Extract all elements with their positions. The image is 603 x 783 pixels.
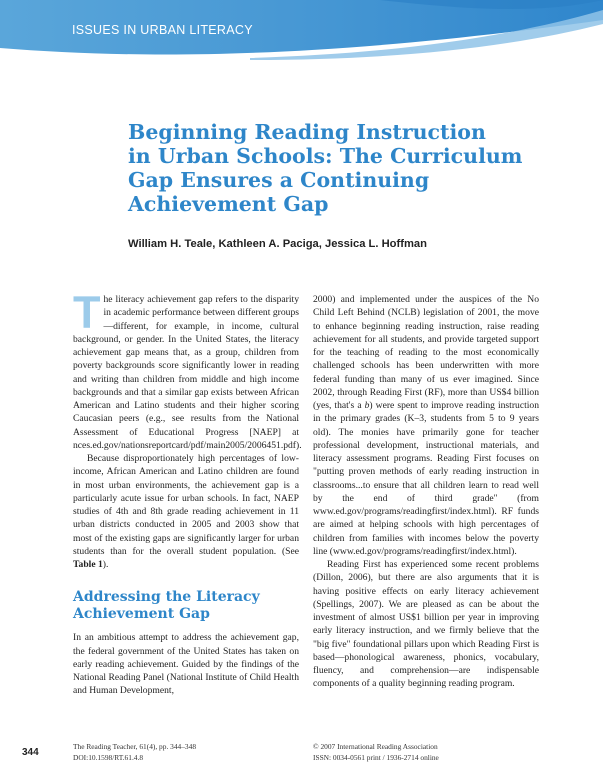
body-paragraph — [73, 452, 299, 571]
journal-citation — [73, 742, 196, 763]
header-banner — [0, 0, 603, 64]
heading-line: Addressing the Literacy — [73, 589, 260, 606]
emphasis-text: b — [364, 400, 370, 411]
article-authors: William H. Teale, Kathleen A. Paciga, Jessica L. Hoffman — [128, 238, 427, 250]
heading-line: Achievement Gap — [73, 606, 210, 623]
drop-cap: T — [73, 287, 101, 338]
intro-text: he literacy achievement gap refers to the disparity in academic performance between different groups—different, for example, in income, cultural background, or gender. In the United States, the literacy achievement gap means that, as a group, children from poverty backgrounds score significantly lower in reading and writing than children from middle and high income backgrounds and that a similar gap exists between African American and Latino students and their higher scoring Caucasian peers (e.g., see results from the National Assessment of Educational Progress [NAEP] at nces.ed.gov/nationsreportcard/pdf/main2005/2006451.pdf). — [73, 294, 302, 451]
title-line: Achievement Gap — [128, 192, 329, 216]
title-line: Beginning Reading Instruction — [128, 120, 486, 144]
left-column — [73, 287, 302, 698]
article-title — [128, 120, 548, 216]
table-reference-link[interactable]: Table 1 — [73, 559, 103, 570]
intro-paragraph — [73, 287, 302, 452]
page-number: 344 — [22, 747, 39, 758]
paragraph-text: ) were spent to improve reading instruction in the primary grades (K–3, students from 5 to 9 years old). The monies have primarily gone for teacher professional development, instructional materials, and literacy assessment programs. Reading First focuses on "putting proven methods of early reading instruction in classrooms...to ensure that all children learn to read well by the end of third grade" (from www.ed.gov/programs/readingfirst/index.html). RF funds are aimed at helping schools with high percentages of children from families with incomes below the poverty line (www.ed.gov/programs/readingfirst/index.html). — [313, 400, 539, 557]
copyright-block — [313, 742, 439, 763]
right-column — [313, 293, 539, 691]
doi-line: DOI:10.1598/RT.61.4.8 — [73, 752, 144, 762]
citation-line: The Reading Teacher, 61(4), pp. 344–348 — [73, 742, 197, 751]
paragraph-text: ). — [102, 559, 109, 570]
body-paragraph: In an ambitious attempt to address the achievement gap, the federal government of the United States has taken on early reading achievement. Guided by the findings of the National Reading Panel (National Institute of Child Health and Human Development, — [73, 632, 299, 697]
body-paragraph — [313, 293, 539, 558]
copyright-line: © 2007 International Reading Association — [313, 742, 438, 751]
paragraph-text: 2000) and implemented under the auspices of the No Child Left Behind (NCLB) legislation of 2001, the move to enhance beginning reading instruction, raise reading achievement for all students, and provide targeted support for the teaching of reading to the most economically challenged schools has been underwritten with more federal funding than many of us ever imagined. Since 2002, through Reading First (RF), more than US$4 billion (yes, that's a — [313, 294, 539, 411]
paragraph-text: Because disproportionately high percentages of low-income, African American and Latino children are found in most urban environments, the achievement gap is a particularly acute issue for urban schools. In fact, NAEP studies of 4th and 8th grade reading achievement in 11 urban districts conducted in 2005 and 2003 show that most of the existing gaps are significantly larger for urban students than for the overall student population. (See — [73, 453, 299, 557]
issn-line: ISSN: 0034-0561 print / 1936-2714 online — [313, 752, 439, 762]
section-label: ISSUES IN URBAN LITERACY — [72, 23, 253, 37]
section-heading — [73, 589, 299, 623]
body-paragraph: Reading First has experienced some recent problems (Dillon, 2006), but there are also arguments that it is having positive effects on early literacy achievement (Spellings, 2007). We are pleased as can be about the investment of almost US$1 billion per year in improving early literacy instruction, and we firmly believe that the "big five" foundational pillars upon which Reading First is based—phonological awareness, phonics, vocabulary, fluency, and comprehension—are indispensable components of a quality beginning reading program. — [313, 559, 539, 690]
title-line: Gap Ensures a Continuing — [128, 168, 430, 192]
title-line: in Urban Schools: The Curriculum — [128, 144, 523, 168]
